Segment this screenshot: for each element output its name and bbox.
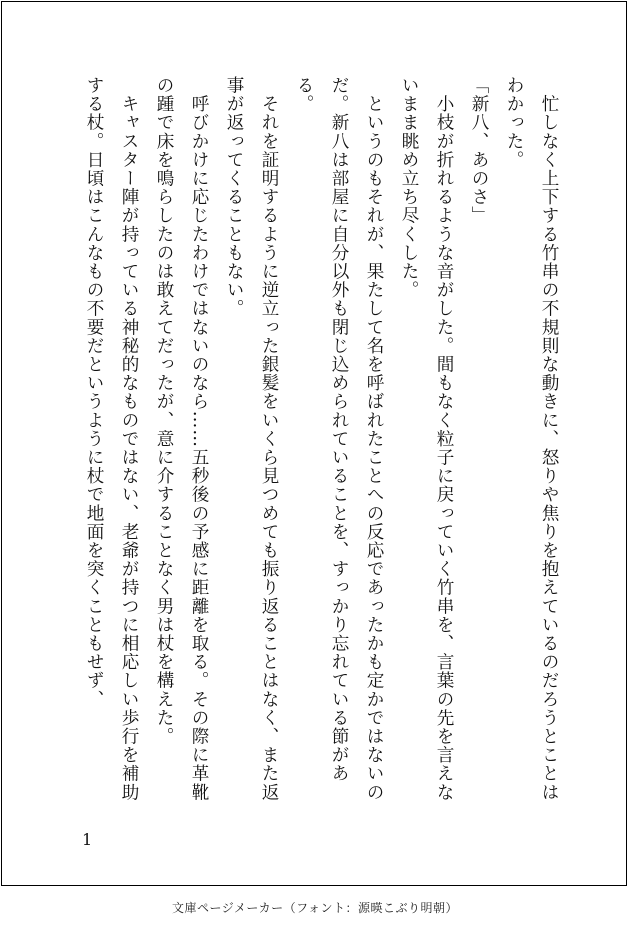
page-number: 1 — [82, 830, 93, 849]
footer-credit: 文庫ページメーカー（フォント：源暎こぶり明朝） — [171, 901, 459, 915]
paragraph-5: それを証明するように逆立った銀髪をいくら見つめても振り返ることはなく、また返事が返ってくることもない。 — [224, 76, 279, 802]
paragraph-2: 「新八、あのさ」 — [469, 76, 489, 225]
page-frame — [1, 1, 627, 886]
paragraph-3: 小枝が折れるような音がした。間もなく粒子に戻っていく竹串を、言葉の先を言えないまま眺め立ち尽くした。 — [399, 76, 454, 802]
paragraph-6: 呼びかけに応じたわけではないのなら……五秒後の予感に距離を取る。その際に革靴の踵で床を鳴らしたのは敢えてだったが、意に介することなく男は杖を構えた。 — [154, 76, 209, 802]
vertical-text-body — [76, 76, 566, 816]
paragraph-4: というのもそれが、果たして名を呼ばれたことへの反応であったかも定かではないのだ。新八は部屋に自分以外も閉じ込められていることを、すっかり忘れている節がある。 — [294, 76, 384, 802]
paragraph-7: キャスター陣が持っている神秘的なものではない、老爺が持つに相応しい歩行を補助する杖。日頃はこんなもの不要だというように杖で地面を突くこともせず、 — [84, 76, 139, 802]
paragraph-1: 忙しなく上下する竹串の不規則な動きに、怒りや焦りを抱えているのだろうとことはわかった。 — [504, 76, 559, 802]
